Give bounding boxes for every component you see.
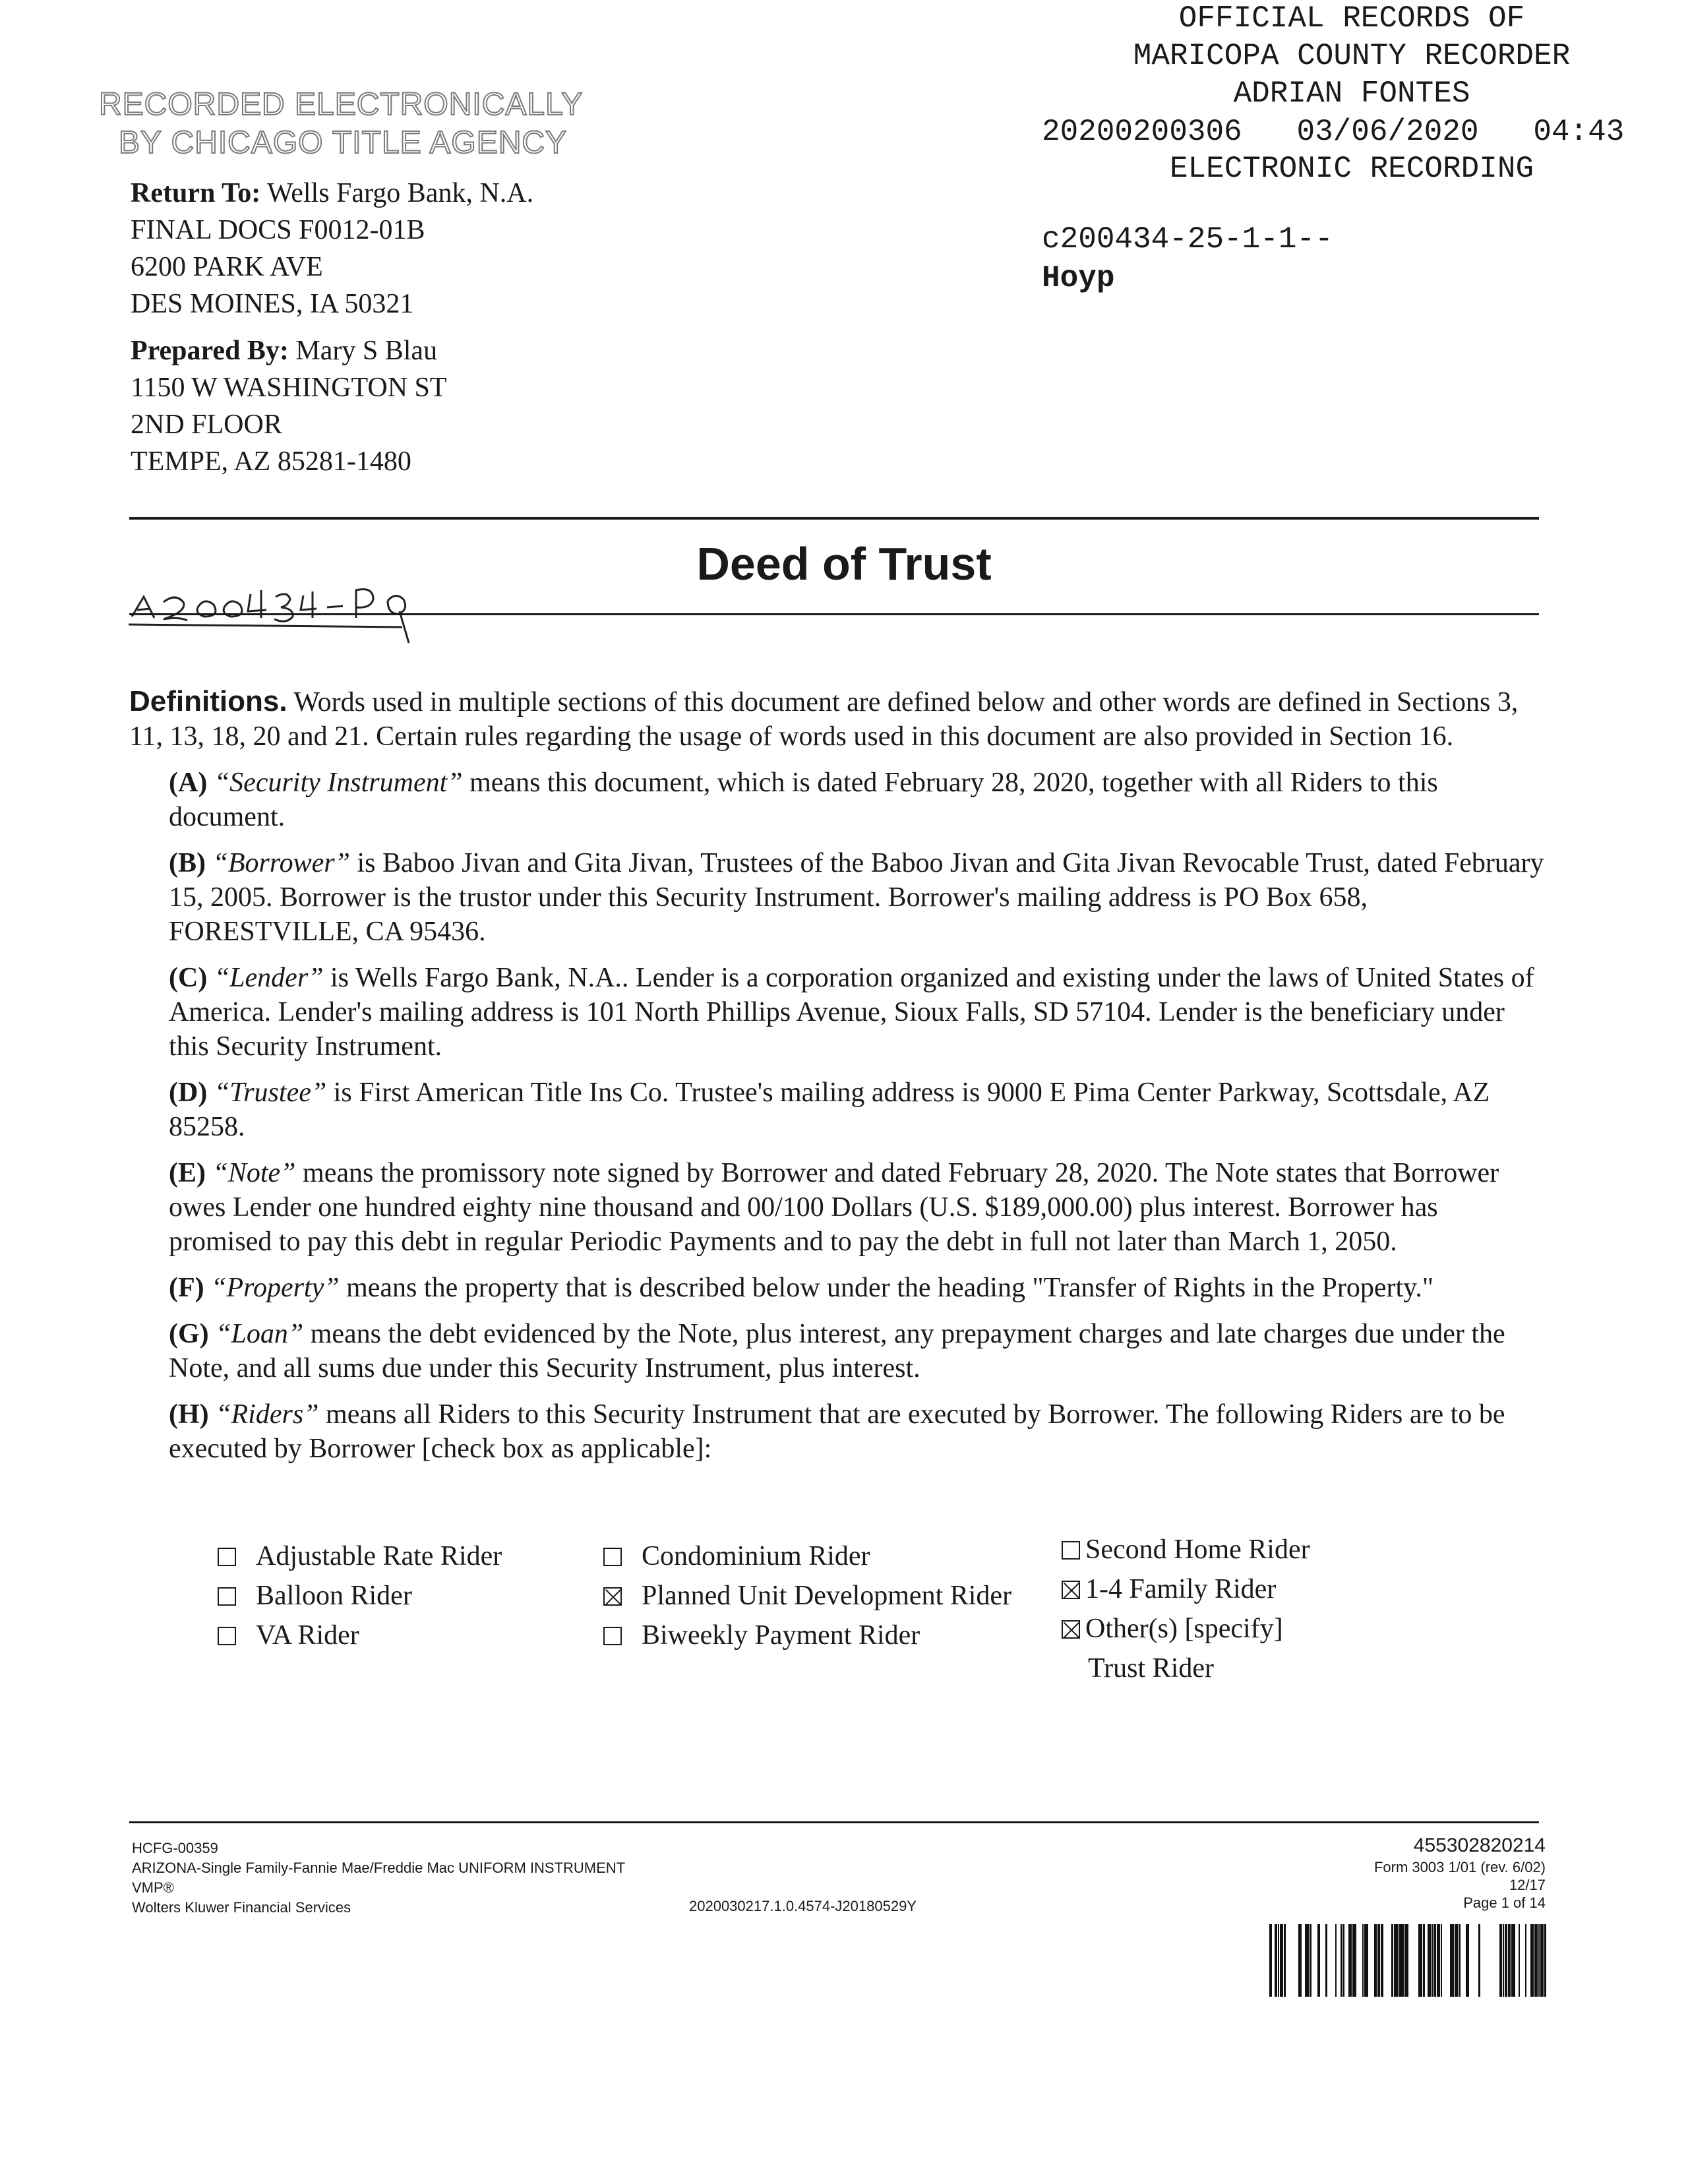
footer-doc-id: 2020030217.1.0.4574-J20180529Y xyxy=(689,1898,917,1914)
definition-c xyxy=(169,961,1547,1064)
rider-planned-unit-development[interactable] xyxy=(603,1576,1011,1616)
barcode-bar xyxy=(1459,1924,1461,1997)
definition-letter: (G) xyxy=(169,1319,209,1349)
footer-page-info xyxy=(1374,1833,1546,1912)
definition-text: means the promissory note signed by Borrower and dated February 28, 2020. The Note states that Borrower owes Lender one hundred eighty nine thousand and 00/100 Dollars (U.S. $189,000.00) plus interest. Borrower has promised to pay this debt in regular Periodic Payments and to pay the debt in full not later than March 1, 2050. xyxy=(169,1158,1499,1257)
prepared-by-block xyxy=(131,332,447,480)
definition-text: is First American Title Ins Co. Trustee's mailing address is 9000 E Pima Center Parkway, Scottsdale, AZ 85258. xyxy=(169,1077,1490,1142)
checkbox[interactable] xyxy=(1062,1581,1080,1599)
rider-label: Balloon Rider xyxy=(256,1581,412,1611)
barcode-bar xyxy=(1310,1924,1311,1997)
rider-va[interactable] xyxy=(218,1616,502,1655)
checkbox[interactable] xyxy=(603,1627,622,1645)
barcode-bar xyxy=(1342,1924,1344,1997)
barcode-bar xyxy=(1540,1924,1544,1997)
definition-term: “Property” xyxy=(211,1273,340,1303)
barcode-bar xyxy=(1404,1924,1408,1997)
barcode-bar xyxy=(1418,1924,1422,1997)
definition-term: “Riders” xyxy=(216,1399,319,1430)
barcode-bar xyxy=(1305,1924,1310,1997)
barcode-bar xyxy=(1364,1924,1368,1997)
barcode-bar xyxy=(1423,1924,1425,1997)
recorded-electronically-stamp xyxy=(99,86,584,162)
definition-e xyxy=(169,1156,1547,1259)
return-to-label: Return To: xyxy=(131,178,261,208)
definition-letter: (F) xyxy=(169,1273,204,1303)
rider-second-home[interactable] xyxy=(1062,1530,1310,1569)
definitions-intro-paragraph xyxy=(129,684,1547,754)
definition-term: “Trustee” xyxy=(214,1077,327,1108)
rider-label: 1-4 Family Rider xyxy=(1085,1574,1277,1604)
rider-condominium[interactable] xyxy=(603,1536,1011,1576)
footer-publisher: Wolters Kluwer Financial Services xyxy=(132,1899,351,1916)
definitions-heading: Definitions. xyxy=(129,685,287,717)
definition-h xyxy=(169,1397,1547,1466)
return-to-line3: 6200 PARK AVE xyxy=(131,252,323,282)
return-to-line4: DES MOINES, IA 50321 xyxy=(131,289,414,319)
barcode-bar xyxy=(1352,1924,1356,1997)
rider-label: Adjustable Rate Rider xyxy=(256,1541,502,1571)
definitions-section xyxy=(129,684,1547,1466)
prepared-by-line2: 1150 W WASHINGTON ST xyxy=(131,373,447,403)
barcode-bar xyxy=(1466,1924,1469,1997)
barcode xyxy=(1269,1924,1546,1997)
barcode-bar xyxy=(1394,1924,1399,1997)
prepared-by-label: Prepared By: xyxy=(131,336,289,366)
definition-text: means the debt evidenced by the Note, plus interest, any prepayment charges and late charges due under the Note, and all sums due under this Security Instrument, plus interest. xyxy=(169,1319,1505,1383)
riders-column-2 xyxy=(603,1536,1011,1655)
barcode-bar xyxy=(1503,1924,1504,1997)
barcode-bar xyxy=(1284,1924,1286,1997)
checkbox[interactable] xyxy=(218,1627,236,1645)
rider-label: Second Home Rider xyxy=(1085,1534,1310,1565)
definition-letter: (D) xyxy=(169,1077,208,1108)
recorder-line3: ADRIAN FONTES xyxy=(1233,76,1470,111)
rider-biweekly-payment[interactable] xyxy=(603,1616,1011,1655)
barcode-bar xyxy=(1391,1924,1393,1997)
title-rule-top xyxy=(129,517,1539,520)
definition-term: “Borrower” xyxy=(212,848,351,878)
return-to-name: Wells Fargo Bank, N.A. xyxy=(266,178,534,208)
footer-loan-number: 455302820214 xyxy=(1413,1835,1546,1856)
footer-instrument: ARIZONA-Single Family-Fannie Mae/Freddie Mac UNIFORM INSTRUMENT xyxy=(132,1860,626,1876)
barcode-bar xyxy=(1269,1924,1272,1997)
prepared-by-line4: TEMPE, AZ 85281-1480 xyxy=(131,446,411,477)
barcode-bar xyxy=(1317,1924,1320,1997)
barcode-bar xyxy=(1362,1924,1364,1997)
barcode-bar xyxy=(1298,1924,1302,1997)
definition-text: means this document, which is dated February 28, 2020, together with all Riders to this document. xyxy=(169,768,1438,832)
rider-1-4-family[interactable] xyxy=(1062,1569,1310,1609)
footer-form-info xyxy=(132,1838,625,1918)
riders-column-3 xyxy=(1062,1530,1310,1688)
prepared-by-line3: 2ND FLOOR xyxy=(131,410,282,440)
definition-b xyxy=(169,846,1547,949)
definition-g xyxy=(169,1317,1547,1385)
return-to-line2: FINAL DOCS F0012-01B xyxy=(131,215,425,245)
definition-letter: (A) xyxy=(169,768,208,798)
prepared-by-name: Mary S Blau xyxy=(295,336,438,366)
definition-letter: (B) xyxy=(169,848,206,878)
recorder-line2: MARICOPA COUNTY RECORDER xyxy=(1133,39,1571,73)
definition-text: is Baboo Jivan and Gita Jivan, Trustees of the Baboo Jivan and Gita Jivan Revocable Trust, dated February 15, 2005. Borrower is the trustor under this Security Instrument. Borrower's mailing address is PO Box 658, FORESTVILLE, CA 95436. xyxy=(169,848,1544,947)
barcode-bar xyxy=(1377,1924,1380,1997)
rider-label: Other(s) [specify] xyxy=(1085,1614,1283,1644)
recording-code: c200434-25-1-1-- xyxy=(1042,222,1333,257)
footer-revision: 12/17 xyxy=(1509,1877,1546,1893)
barcode-bar xyxy=(1455,1924,1458,1997)
barcode-bar xyxy=(1432,1924,1433,1997)
definition-letter: (E) xyxy=(169,1158,206,1188)
barcode-bar xyxy=(1519,1924,1520,1997)
barcode-bar xyxy=(1538,1924,1540,1997)
definition-term: “Loan” xyxy=(216,1319,304,1349)
checkbox[interactable] xyxy=(218,1548,236,1566)
rider-label: Biweekly Payment Rider xyxy=(642,1620,920,1651)
barcode-bar xyxy=(1525,1924,1526,1997)
barcode-bar xyxy=(1441,1924,1442,1997)
county-recorder-block xyxy=(1029,0,1688,295)
checkbox[interactable] xyxy=(603,1587,622,1606)
definition-text: is Wells Fargo Bank, N.A.. Lender is a corporation organized and existing under the laws of United States of America. Lender's mailing address is 101 North Phillips Avenue, Sioux Falls, SD 57104. Lender is the beneficiary under this Security Instrument. xyxy=(169,963,1534,1062)
definition-f xyxy=(169,1271,1547,1305)
rider-label: Planned Unit Development Rider xyxy=(642,1581,1012,1611)
recording-number-date: 20200200306 03/06/2020 04:43 xyxy=(1042,115,1625,149)
footer-form-number: Form 3003 1/01 (rev. 6/02) xyxy=(1373,1859,1546,1875)
definition-d xyxy=(169,1076,1547,1144)
definition-letter: (C) xyxy=(169,963,208,993)
barcode-bar xyxy=(1505,1924,1507,1997)
definition-a xyxy=(169,766,1547,834)
definitions-intro: Words used in multiple sections of this document are defined below and other words are defined in Sections 3, 11, 13, 18, 20 and 21. Certain rules regarding the usage of words used in this document are also provided in Section 16. xyxy=(129,687,1519,752)
definition-letter: (H) xyxy=(169,1399,209,1430)
rider-label: Condominium Rider xyxy=(642,1541,870,1571)
document-title: Deed of Trust xyxy=(696,538,992,590)
definition-term: “Note” xyxy=(212,1158,296,1188)
definition-text: means all Riders to this Security Instrument that are executed by Borrower. The following Riders are to be executed by Borrower [check box as applicable]: xyxy=(169,1399,1505,1464)
barcode-bar xyxy=(1437,1924,1440,1997)
barcode-bar xyxy=(1544,1924,1546,1997)
checkbox[interactable] xyxy=(218,1587,236,1606)
barcode-bar xyxy=(1341,1924,1342,1997)
footer-page-number: Page 1 of 14 xyxy=(1463,1895,1546,1911)
barcode-bar xyxy=(1348,1924,1352,1997)
barcode-bar xyxy=(1278,1924,1279,1997)
barcode-bar xyxy=(1511,1924,1515,1997)
riders-column-1 xyxy=(218,1536,502,1655)
title-rule-bottom xyxy=(129,613,1539,615)
rider-other[interactable] xyxy=(1062,1609,1310,1649)
barcode-bar xyxy=(1534,1924,1538,1997)
barcode-bar xyxy=(1428,1924,1431,1997)
stamp-line-1: RECORDED ELECTRONICALLY xyxy=(99,87,584,122)
barcode-bar xyxy=(1335,1924,1337,1997)
footer-vmp: VMP® xyxy=(132,1879,174,1896)
barcode-bar xyxy=(1275,1924,1277,1997)
definition-term: “Lender” xyxy=(214,963,324,993)
definition-term: “Security Instrument” xyxy=(214,768,463,798)
barcode-bar xyxy=(1280,1924,1283,1997)
recorder-line5: ELECTRONIC RECORDING xyxy=(1169,152,1534,186)
footer-rule xyxy=(129,1821,1539,1823)
checkbox[interactable] xyxy=(603,1548,622,1566)
return-to-block xyxy=(131,175,533,322)
barcode-bar xyxy=(1381,1924,1383,1997)
barcode-bar xyxy=(1433,1924,1436,1997)
barcode-bar xyxy=(1508,1924,1511,1997)
barcode-bar xyxy=(1530,1924,1534,1997)
recording-initials: Hoyp xyxy=(1042,261,1115,295)
barcode-bar xyxy=(1450,1924,1454,1997)
rider-balloon[interactable] xyxy=(218,1576,502,1616)
rider-other-specified: Trust Rider xyxy=(1088,1653,1214,1684)
recorder-line1: OFFICIAL RECORDS OF xyxy=(1178,1,1525,36)
barcode-bar xyxy=(1374,1924,1377,1997)
checkbox[interactable] xyxy=(1062,1620,1080,1639)
stamp-line-2: BY CHICAGO TITLE AGENCY xyxy=(119,125,568,160)
barcode-bar xyxy=(1478,1924,1480,1997)
footer-form-code: HCFG-00359 xyxy=(132,1840,218,1856)
definition-text: means the property that is described below under the heading "Transfer of Rights in the Property." xyxy=(346,1273,1434,1303)
barcode-bar xyxy=(1499,1924,1502,1997)
barcode-bar xyxy=(1399,1924,1404,1997)
rider-label: VA Rider xyxy=(256,1620,359,1651)
barcode-bar xyxy=(1325,1924,1327,1997)
rider-adjustable-rate[interactable] xyxy=(218,1536,502,1576)
checkbox[interactable] xyxy=(1062,1541,1080,1560)
